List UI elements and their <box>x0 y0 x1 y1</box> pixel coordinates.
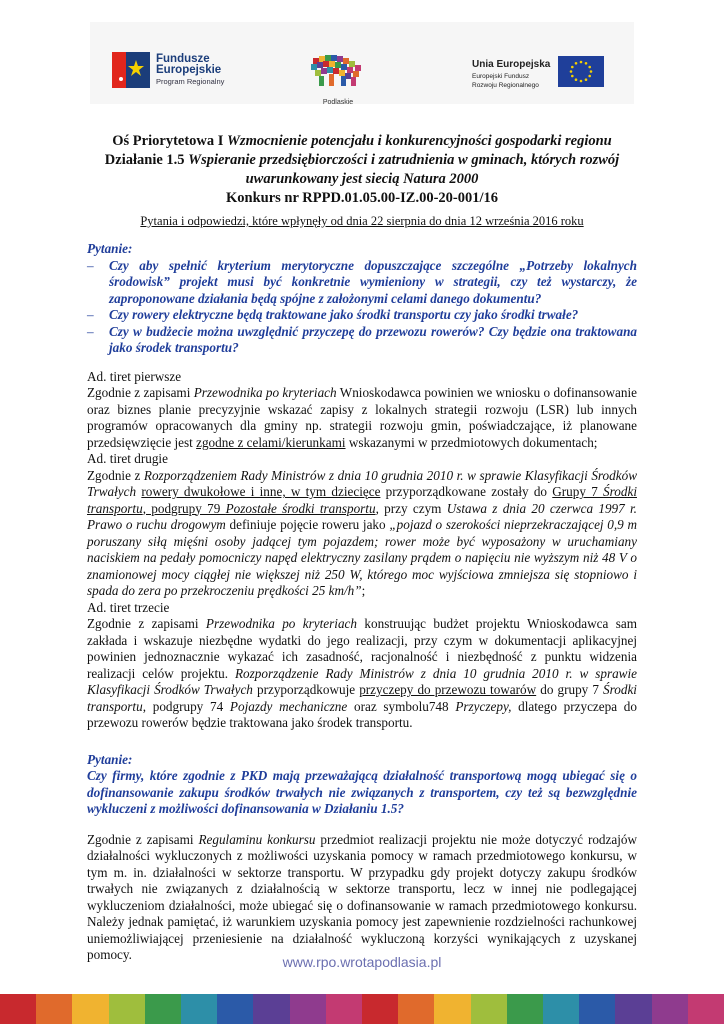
document-title <box>87 132 637 208</box>
podlaskie-label: Podlaskie <box>322 99 354 106</box>
fe-line2: Europejskie <box>156 63 222 76</box>
ue-line2: Europejski Fundusz <box>472 73 530 80</box>
question-2: Czy firmy, które zgodnie z PKD mają przeważającą działalność transportową mogą ubiegać się o dofinansowanie zakupu środków trwałych nie związanych z transportem, czy też są bezwzględnie wykluczeni z możliwości dofinansowania w Działaniu 1.5? <box>87 768 637 816</box>
stripe <box>362 994 398 1024</box>
answer-paragraph-3: Zgodnie z zapisami Przewodnika po kryteriach konstruując budżet projektu Wnioskodawca sam zakłada i wskazuje niezbędne wydatki do jego realizacji, przy czym w dokumentacji aplikacyjnej powinien jednoznacznie wykazać ich zasadność, racjonalność i niezbędność z punktu widzenia realizacji celów projektu. Rozporządzenie Rady Ministrów z dnia 10 grudnia 2010 r. w sprawie Klasyfikacji Środków Trwałych przyporządkowuje przyczepy do przewozu towarów do grupy 7 Środki transportu, podgrupy 74 Pojazdy mechaniczne oraz symbolu748 Przyczepy, dlatego przyczepa do przewozu rowerów będzie traktowana jako środek transportu. <box>87 616 638 730</box>
question-label-2: Pytanie: <box>87 751 133 767</box>
question-item: – Czy aby spełnić kryterium merytoryczne dopuszczające szczególne „Potrzeby lokalnych środowisk” projekt musi być konkretnie wymieniony w strategii, czy też wystarczy, że zaproponowane działania będą spójne z założonymi celami danego dokumentu? <box>87 258 637 308</box>
title-line2-prefix: Działanie 1.5 <box>104 152 189 168</box>
bison-mosaic-icon <box>307 52 369 92</box>
contest-number: Konkurs nr RPPD.01.05.00-IZ.00-20-001/16 <box>225 190 499 206</box>
stripe <box>507 994 543 1024</box>
stripe <box>0 994 36 1024</box>
footer-color-stripes <box>0 994 724 1024</box>
title-line1-prefix: Oś Priorytetowa I <box>112 133 228 149</box>
stripe <box>471 994 507 1024</box>
question-label-1: Pytanie: <box>87 241 133 256</box>
stripe <box>72 994 108 1024</box>
stripe <box>36 994 72 1024</box>
answer-paragraph-2: Zgodnie z Rozporządzeniem Rady Ministrów z dnia 10 grudnia 2010 r. w sprawie Klasyfikacji Środków Trwałych rowery dwukołowe i inne, w tym dziecięce przyporządkowane zostały do Grupy 7 Środki transportu, podgrupy 79 Pozostałe środki transportu, przy czym Ustawa z dnia 20 czerwca 1997 r. Prawo o ruchu drogowym definiuje pojęcie roweru jako „pojazd o szerokości nieprzekraczającej 0,9 m poruszany siłą mięśni osoby jadącej tym pojazdem; rower może być wyposażony w uruchamiany naciskiem na pedały pomocniczy napęd elektryczny zasilany prądem o napięciu nie wyższym niż 48 V o znamionowej mocy ciągłej nie większej niż 250 W, którego moc wyjściowa zmniejsza się stopniowo i spada do zera po przekroczeniu prędkości 25 km/h”; <box>87 467 637 598</box>
ue-line1: Unia Europejska <box>472 59 551 70</box>
stripe <box>579 994 615 1024</box>
ue-line3: Rozwoju Regionalnego <box>472 82 539 89</box>
stripe <box>398 994 434 1024</box>
title-line2 <box>87 151 637 189</box>
question-item: – Czy w budżecie można uwzględnić przyczepę do przewozu rowerów? Czy będzie ona traktowana jako środek transportu? <box>87 324 637 357</box>
stripe <box>181 994 217 1024</box>
stripe <box>615 994 651 1024</box>
stripe <box>217 994 253 1024</box>
header-logos <box>90 22 634 104</box>
answer-heading-2: Ad. tiret drugie <box>87 451 168 466</box>
fundusze-europejskie-logo <box>112 52 224 88</box>
title-line1 <box>87 132 637 151</box>
unia-europejska-logo <box>472 60 604 90</box>
title-line2-italic: Wspieranie przedsiębiorczości i zatrudnienia w gminach, których rozwój uwarunkowany jest siecią Natura 2000 <box>188 152 620 187</box>
eu-flag-icon <box>558 56 604 87</box>
stripe <box>109 994 145 1024</box>
stripe <box>326 994 362 1024</box>
answer-heading-3: Ad. tiret trzecie <box>87 599 170 615</box>
question-list <box>87 258 637 357</box>
stripe <box>688 994 724 1024</box>
fe-star-icon <box>112 52 150 88</box>
answer-paragraph-1: Zgodnie z zapisami Przewodnika po kryteriach Wnioskodawca powinien we wniosku o dofinansowanie oraz biznes planie precyzyjnie wskazać zapisy z lokalnych strategii rozwoju (LSR) lub innych programów opracowanych dla gminy np. strategii rozwoju gmin, poświadczające, iż planowane przedsięwzięcie jest zgodne z celami/kierunkami wskazanymi w przedmiotowych dokumentach; <box>87 385 637 450</box>
document-subtitle: Pytania i odpowiedzi, które wpłynęły od dnia 22 sierpnia do dnia 12 września 2016 roku <box>140 214 584 228</box>
footer-url: www.rpo.wrotapodlasia.pl <box>282 954 442 970</box>
fe-line3: Program Regionalny <box>156 76 225 86</box>
answer-heading-1: Ad. tiret pierwsze <box>87 368 182 384</box>
podlaskie-logo <box>303 52 373 106</box>
stripe <box>543 994 579 1024</box>
title-line1-italic: Wzmocnienie potencjału i konkurencyjności gospodarki regionu <box>227 133 612 149</box>
answer-paragraph-4: Zgodnie z zapisami Regulaminu konkursu przedmiot realizacji projektu nie może dotyczyć rodzajów działalności wykluczonych z możliwości uzyskania pomocy w ramach przedmiotowego konkursu, w tym m. in. działalności w sektorze transportu. W przypadku gdy projekt dotyczy zakupu środków trwałych nie związanych z działalnością w sektorze transportu, lecz w innej nie podlegającej wykluczeniom działalności, może ubiegać się o dofinansowanie w ramach przedmiotowego konkursu. Należy jednak pamiętać, iż warunkiem uzyskania pomocy jest zapewnienie rozdzielności rachunkowej uniemożliwiającej przeniesienie na działalność wykluczoną korzyści wynikających z uzyskanej pomocy. <box>87 831 638 962</box>
stripe <box>652 994 688 1024</box>
document-body <box>87 132 637 964</box>
stripe <box>253 994 289 1024</box>
stripe <box>145 994 181 1024</box>
question-item: – Czy rowery elektryczne będą traktowane jako środki transportu czy jako środki trwałe? <box>87 307 637 324</box>
stripe <box>290 994 326 1024</box>
fe-line1: Fundusze <box>156 52 210 65</box>
stripe <box>434 994 470 1024</box>
